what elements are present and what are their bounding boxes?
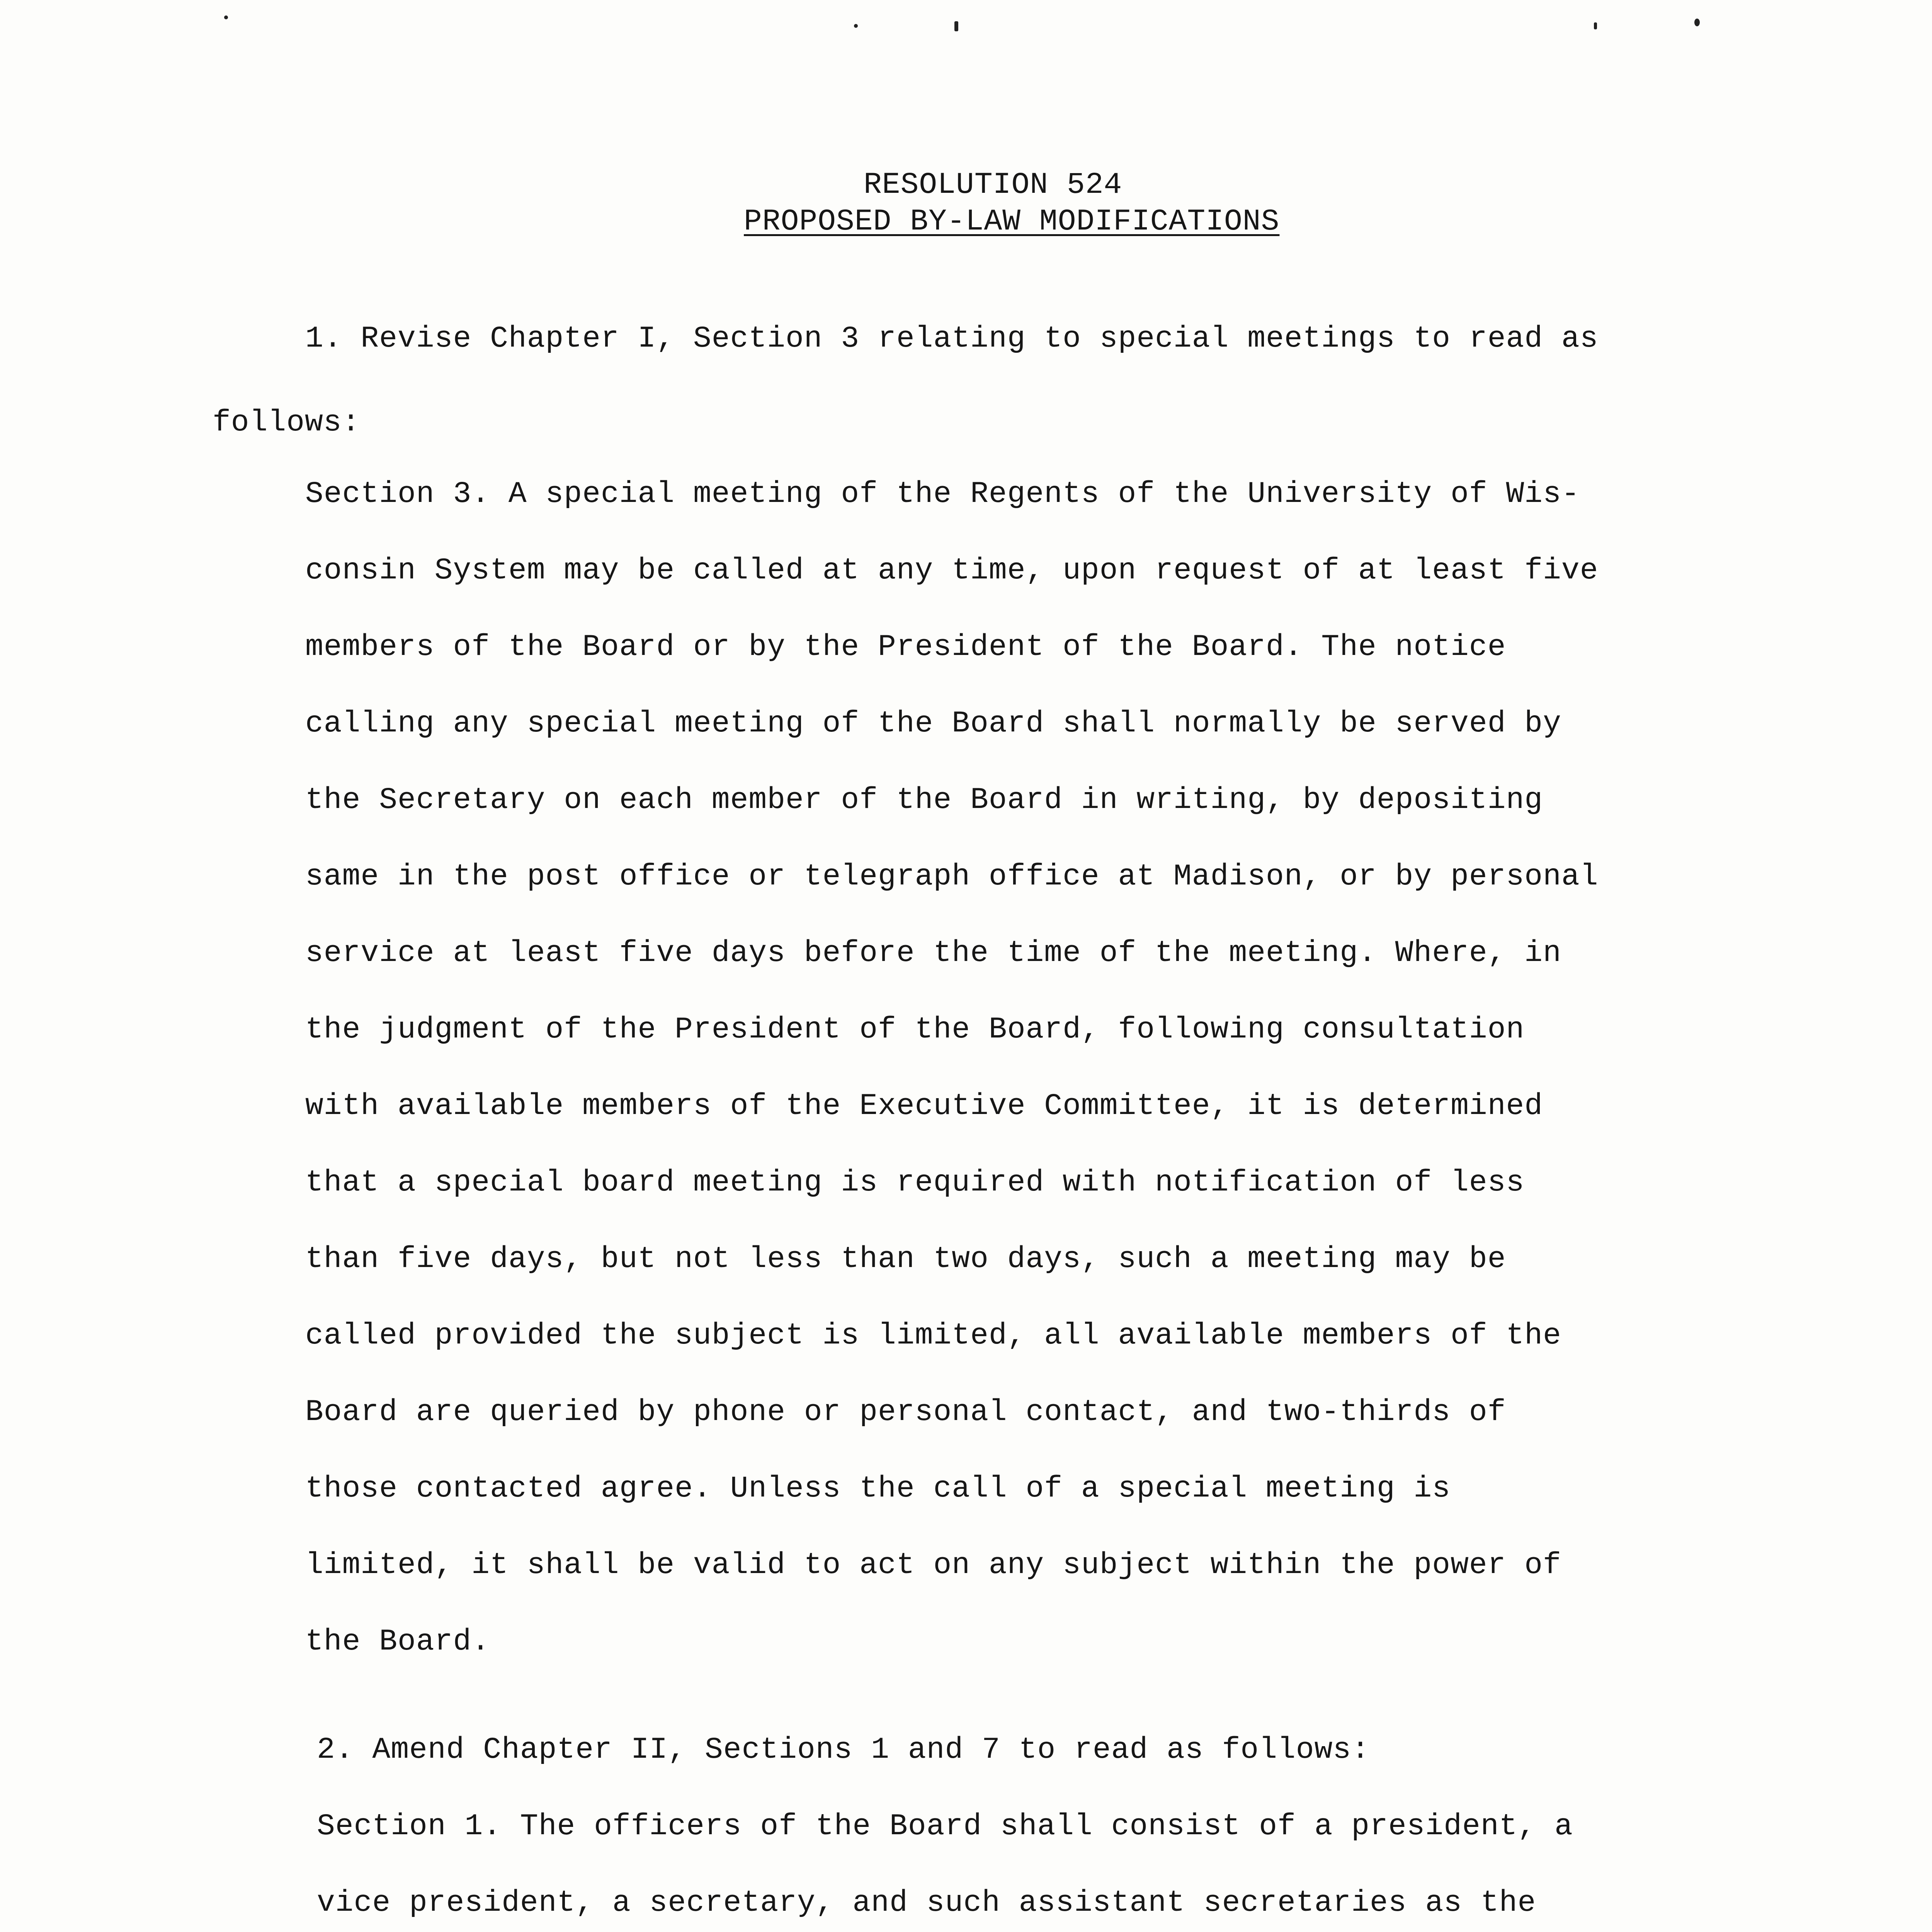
- section-3-line: those contacted agree. Unless the call of a special meeting is: [305, 1472, 1451, 1506]
- section-3-line: Section 3. A special meeting of the Regents of the University of Wis-: [305, 477, 1580, 511]
- item-1-intro-cont: follows:: [213, 406, 361, 440]
- document-subtitle: PROPOSED BY-LAW MODIFICATIONS: [744, 205, 1280, 239]
- section-1-line: Section 1. The officers of the Board shall consist of a president, a: [317, 1810, 1573, 1844]
- item-1-intro: 1. Revise Chapter I, Section 3 relating to special meetings to read as: [305, 322, 1599, 356]
- section-3-line: consin System may be called at any time, upon request of at least five: [305, 554, 1599, 588]
- scan-speck: [854, 24, 858, 28]
- scan-speck: [1694, 19, 1700, 26]
- item-2-intro: 2. Amend Chapter II, Sections 1 and 7 to read as follows:: [317, 1733, 1370, 1767]
- scan-speck: [1594, 22, 1597, 29]
- section-3-line: same in the post office or telegraph office at Madison, or by personal: [305, 860, 1599, 894]
- scan-speck: [224, 15, 228, 19]
- section-3-line: the judgment of the President of the Board, following consultation: [305, 1013, 1525, 1047]
- section-3-line: Board are queried by phone or personal contact, and two-thirds of: [305, 1395, 1506, 1429]
- section-1-line: vice president, a secretary, and such assistant secretaries as the: [317, 1886, 1536, 1920]
- document-title: RESOLUTION 524: [864, 168, 1122, 202]
- section-3-line: members of the Board or by the President of the Board. The notice: [305, 630, 1506, 664]
- section-3-line: calling any special meeting of the Board shall normally be served by: [305, 707, 1561, 741]
- section-3-line: the Board.: [305, 1625, 490, 1659]
- section-3-line: that a special board meeting is required with notification of less: [305, 1166, 1525, 1200]
- section-3-line: than five days, but not less than two days, such a meeting may be: [305, 1242, 1506, 1276]
- section-3-line: the Secretary on each member of the Board in writing, by depositing: [305, 783, 1543, 817]
- section-3-line: called provided the subject is limited, all available members of the: [305, 1319, 1561, 1353]
- scan-speck: [954, 21, 958, 31]
- section-3-line: with available members of the Executive Committee, it is determined: [305, 1089, 1543, 1123]
- section-3-line: limited, it shall be valid to act on any subject within the power of: [305, 1548, 1561, 1582]
- section-3-line: service at least five days before the time of the meeting. Where, in: [305, 936, 1561, 970]
